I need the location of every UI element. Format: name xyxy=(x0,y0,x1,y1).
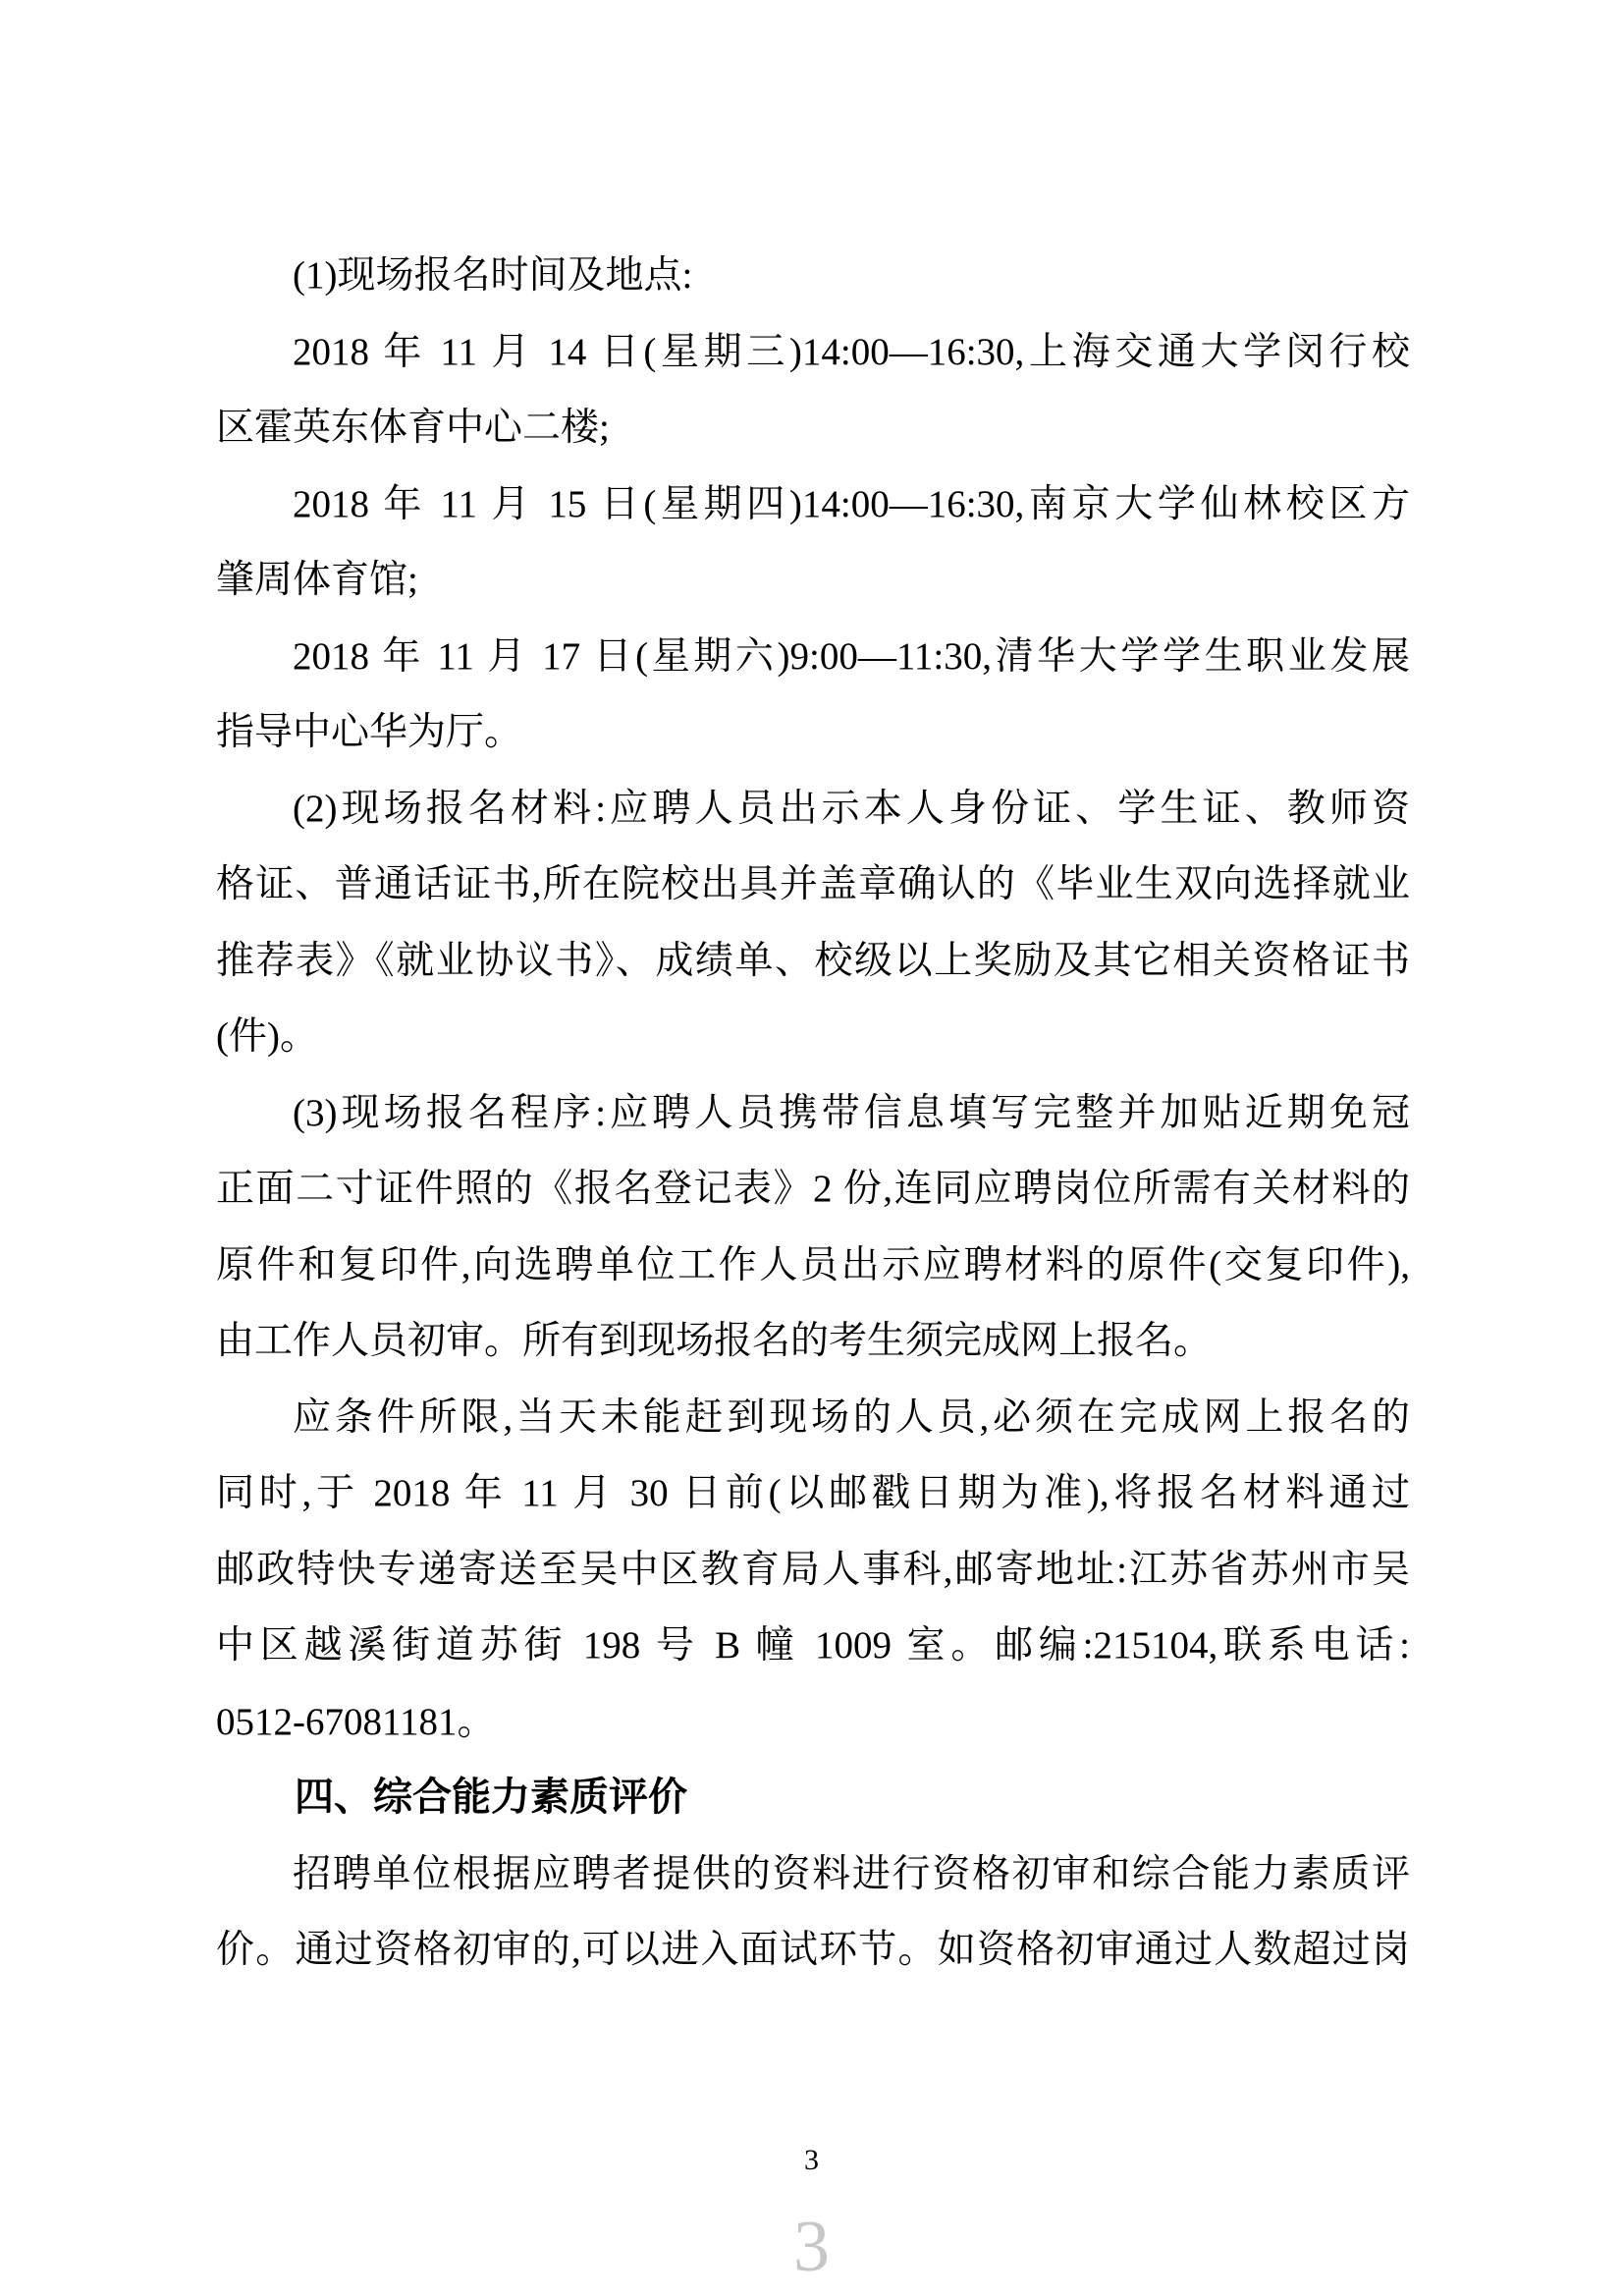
text-line: (1)现场报名时间及地点: xyxy=(293,254,693,297)
text-line: 中区越溪街道苏街 198 号 B 幢 1009 室。邮编:215104,联系电话: xyxy=(216,1624,1410,1667)
text-line: 招聘单位根据应聘者提供的资料进行资格初审和综合能力素质评 xyxy=(293,1852,1410,1895)
text-line: 邮政特快专递寄送至吴中区教育局人事科,邮寄地址:江苏省苏州市吴 xyxy=(216,1548,1410,1591)
text-line: 正面二寸证件照的《报名登记表》2 份,连同应聘岗位所需有关材料的 xyxy=(216,1168,1410,1210)
page-number: 3 xyxy=(804,2144,819,2176)
text-line: 应条件所限,当天未能赶到现场的人员,必须在完成网上报名的 xyxy=(293,1395,1410,1439)
text-line: 0512-67081181。 xyxy=(216,1700,496,1743)
section-heading-line: 四、综合能力素质评价 xyxy=(295,1776,687,1819)
text-line: (3)现场报名程序:应聘人员携带信息填写完整并加贴近期免冠 xyxy=(293,1091,1410,1134)
text-line: 原件和复印件,向选聘单位工作人员出示应聘材料的原件(交复印件), xyxy=(216,1243,1410,1286)
text-line: 区霍英东体育中心二楼; xyxy=(216,407,610,449)
text-line: 2018 年 11 月 14 日(星期三)14:00—16:30,上海交通大学闵行校 xyxy=(293,330,1410,373)
text-line: 肇周体育馆; xyxy=(216,559,418,601)
text-line: 价。通过资格初审的,可以进入面试环节。如资格初审通过人数超过岗 xyxy=(216,1929,1410,1971)
text-line: 由工作人员初审。所有到现场报名的考生须完成网上报名。 xyxy=(216,1320,1213,1362)
text-line: (件)。 xyxy=(216,1015,318,1058)
text-line: 推荐表》《就业协议书》、成绩单、校级以上奖励及其它相关资格证书 xyxy=(216,939,1410,982)
watermark-page-number: 3 xyxy=(793,2207,830,2287)
text-block xyxy=(216,238,1410,1989)
text-line: 格证、普通话证书,所在院校出具并盖章确认的《毕业生双向选择就业 xyxy=(216,863,1410,905)
text-line: 同时,于 2018 年 11 月 30 日前(以邮戳日期为准),将报名材料通过 xyxy=(216,1472,1410,1514)
text-line: 指导中心华为厅。 xyxy=(216,711,523,753)
text-line: (2)现场报名材料:应聘人员出示本人身份证、学生证、教师资 xyxy=(293,787,1410,830)
text-line: 2018 年 11 月 15 日(星期四)14:00—16:30,南京大学仙林校区方 xyxy=(293,482,1410,525)
text-line: 2018 年 11 月 17 日(星期六)9:00—11:30,清华大学学生职业发展 xyxy=(293,634,1410,678)
